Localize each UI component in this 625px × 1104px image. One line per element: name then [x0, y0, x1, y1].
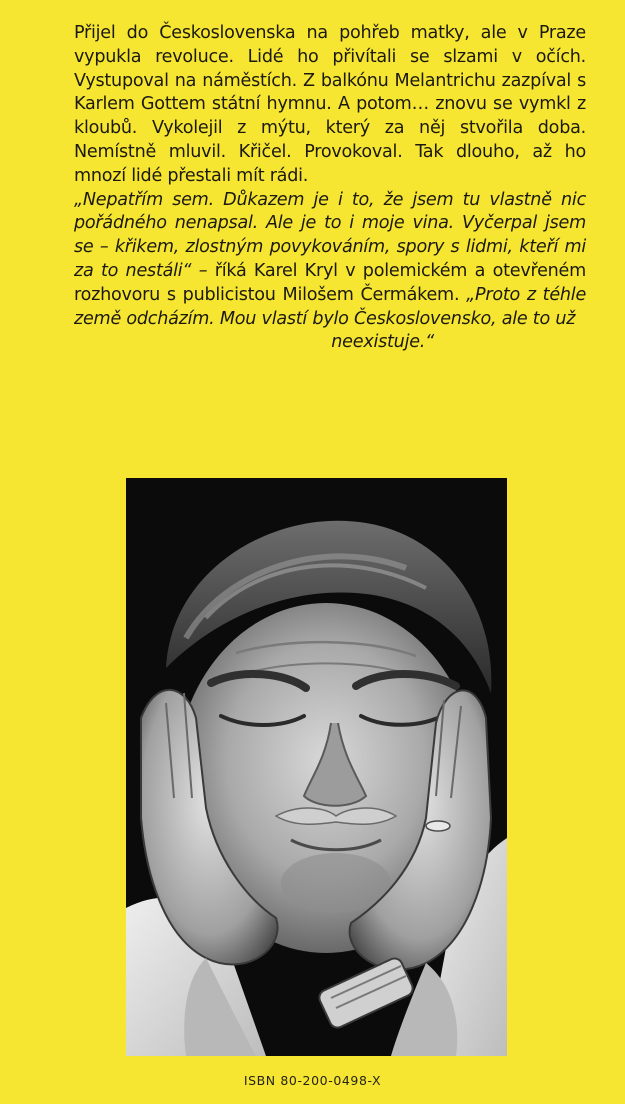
- quote-part-2: „Proto z téhle země odcházím. Mou vlastí bylo Československo, ale to už: [74, 284, 587, 329]
- quote-part-1: „Nepatřím sem. Důkazem je i to, že jsem tu vlastně nic pořádného nenapsal. Ale je to i moje vina. Vyčerpal jsem se – křikem, zlostným povykováním, spory s lidmi, kteří mi za to nestáli“: [74, 189, 586, 281]
- isbn-label: ISBN 80-200-0498-X: [243, 1073, 382, 1088]
- quote-attribution: – říká Karel Kryl v polemickém a otevřeném rozhovoru s publicistou Milošem Čermákem.: [74, 260, 587, 305]
- portrait-illustration: [126, 478, 507, 1056]
- back-cover-blurb: [74, 22, 586, 355]
- blurb-paragraph-intro: Přijel do Československa na pohřeb matky, ale v Praze vypukla revoluce. Lidé ho přivítali se slzami v očích. Vystupoval na náměstích. Z balkónu Melantrichu zazpíval s Karlem Gottem státní hymnu. A potom… znovu se vymkl z kloubů. Vykolejil z mýtu, který za něj stvořila doba. Nemístně mluvil. Křičel. Provokoval. Tak dlouho, až ho mnozí lidé přestali mít rádi.: [74, 23, 586, 186]
- quote-final-line: neexistuje.“: [331, 332, 434, 353]
- blurb-paragraph-quote: [74, 189, 586, 356]
- author-portrait-photo: [126, 478, 507, 1056]
